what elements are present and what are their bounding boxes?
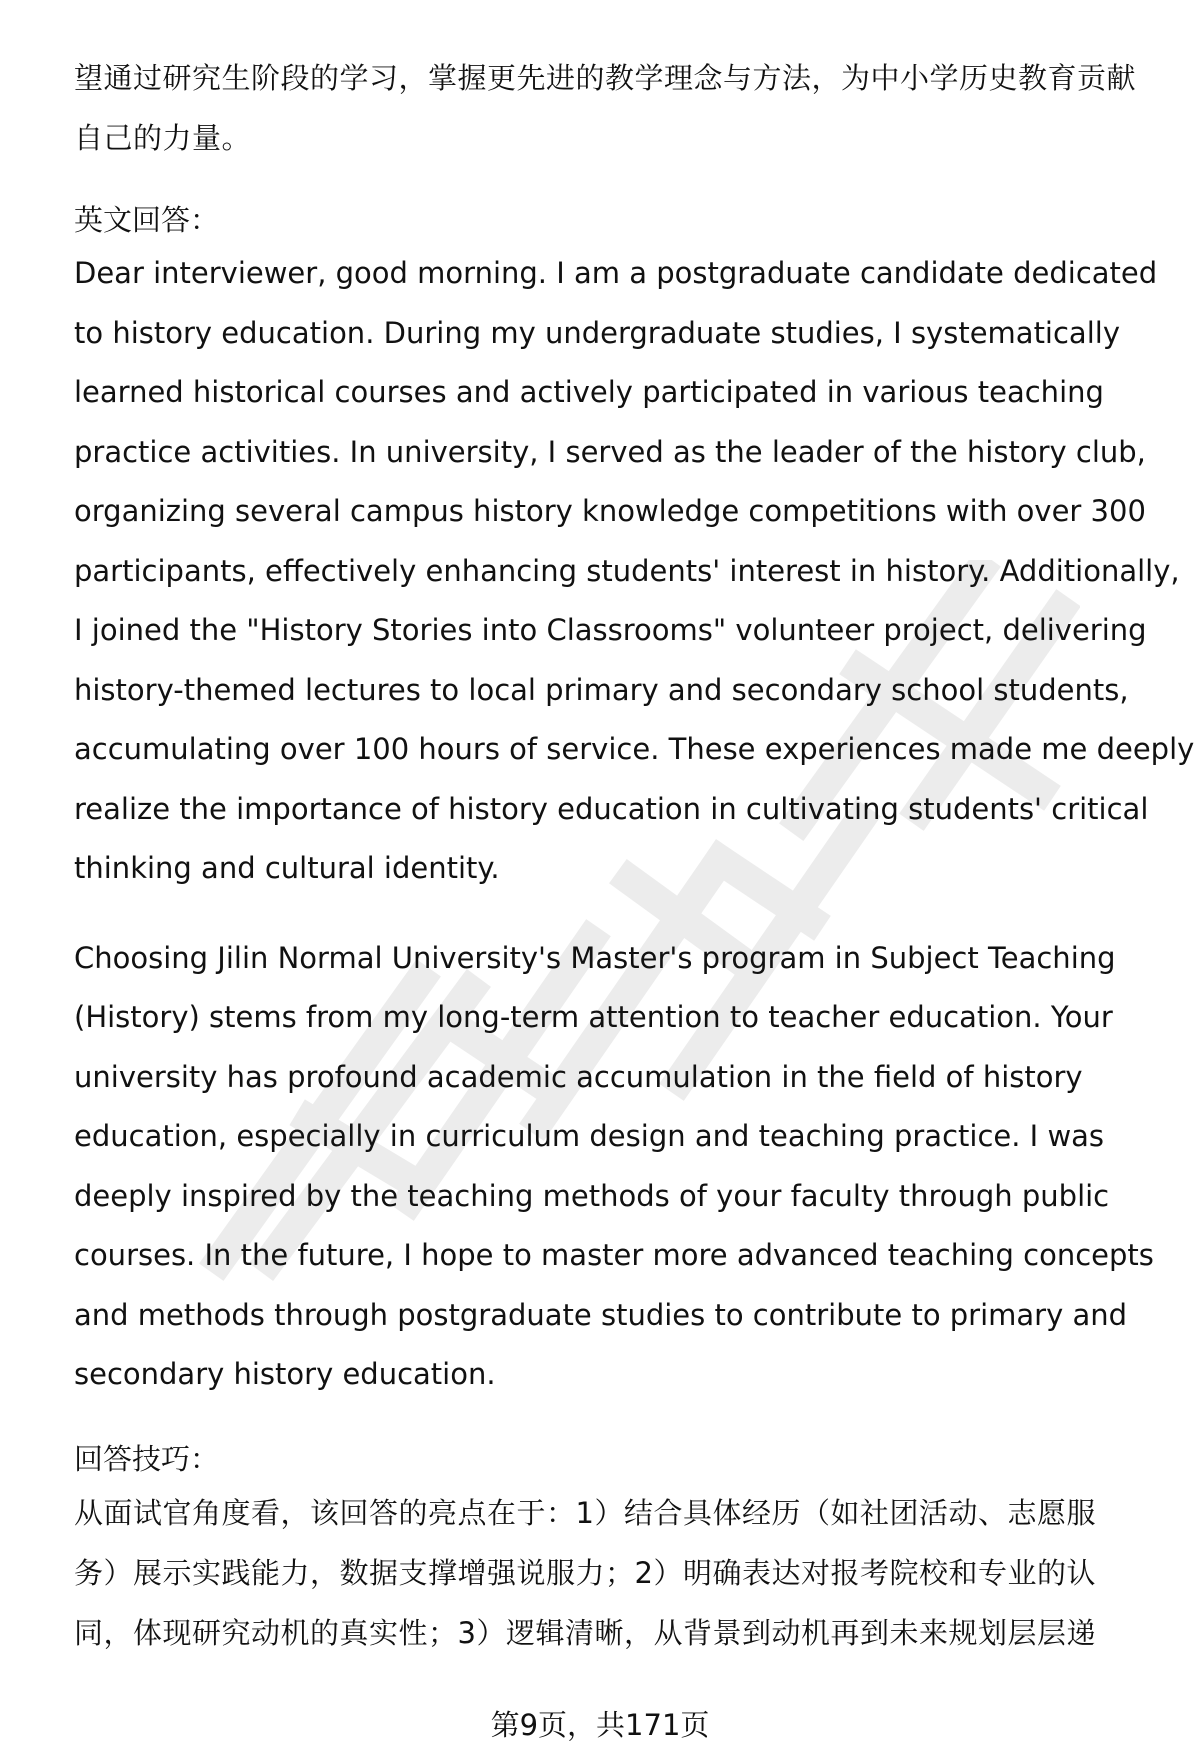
paragraph-line: secondary history education. <box>74 1357 496 1391</box>
page-content <box>74 48 1195 1663</box>
tips-line: 务）展示实践能力，数据支撑增强说服力；2）明确表达对报考院校和专业的认 <box>74 1555 1096 1590</box>
paragraph-line: organizing several campus history knowledge competitions with over 300 <box>74 494 1146 528</box>
paragraph-line: practice activities. In university, I served as the leader of the history club, <box>74 434 1146 469</box>
intro-line: 自己的力量。 <box>74 121 252 155</box>
paragraph-line: thinking and cultural identity. <box>74 851 500 885</box>
answer-tips-label: 回答技巧： <box>74 1441 220 1476</box>
page-indicator: 第9页，共171页 <box>490 1708 710 1742</box>
paragraph-line: participants, effectively enhancing students' interest in history. Additionally, <box>74 553 1180 588</box>
paragraph-line: (History) stems from my long-term attention to teacher education. Your <box>74 1000 1113 1034</box>
english-paragraph-1 <box>74 244 1195 899</box>
intro-line: 望通过研究生阶段的学习，掌握更先进的教学理念与方法，为中小学历史教育贡献 <box>74 61 1137 95</box>
english-answer-label: 英文回答： <box>74 203 220 237</box>
english-paragraph-2 <box>74 929 1164 1405</box>
paragraph-line: Dear interviewer, good morning. I am a postgraduate candidate dedicated <box>74 256 1158 290</box>
paragraph-line: realize the importance of history education in cultivating students' critical <box>74 791 1149 826</box>
paragraph-line: I joined the "History Stories into Classrooms" volunteer project, delivering <box>74 613 1147 647</box>
paragraph-line: deeply inspired by the teaching methods of your faculty through public <box>74 1178 1110 1213</box>
paragraph-line: accumulating over 100 hours of service. These experiences made me deeply <box>74 732 1195 766</box>
paragraph-line: to history education. During my undergraduate studies, I systematically <box>74 315 1120 350</box>
paragraph-line: learned historical courses and actively participated in various teaching <box>74 375 1104 409</box>
tips-line: 同，体现研究动机的真实性；3）逻辑清晰，从背景到动机再到未来规划层层递 <box>74 1615 1096 1650</box>
paragraph-line: history-themed lectures to local primary and secondary school students, <box>74 672 1129 707</box>
paragraph-line: education, especially in curriculum design and teaching practice. I was <box>74 1119 1105 1153</box>
paragraph-line: Choosing Jilin Normal University's Master's program in Subject Teaching <box>74 940 1116 975</box>
paragraph-line: and methods through postgraduate studies to contribute to primary and <box>74 1297 1128 1332</box>
tips-line: 从面试官角度看，该回答的亮点在于：1）结合具体经历（如社团活动、志愿服 <box>74 1495 1096 1530</box>
paragraph-line: university has profound academic accumulation in the field of history <box>74 1059 1083 1094</box>
paragraph-line: courses. In the future, I hope to master more advanced teaching concepts <box>74 1238 1154 1272</box>
